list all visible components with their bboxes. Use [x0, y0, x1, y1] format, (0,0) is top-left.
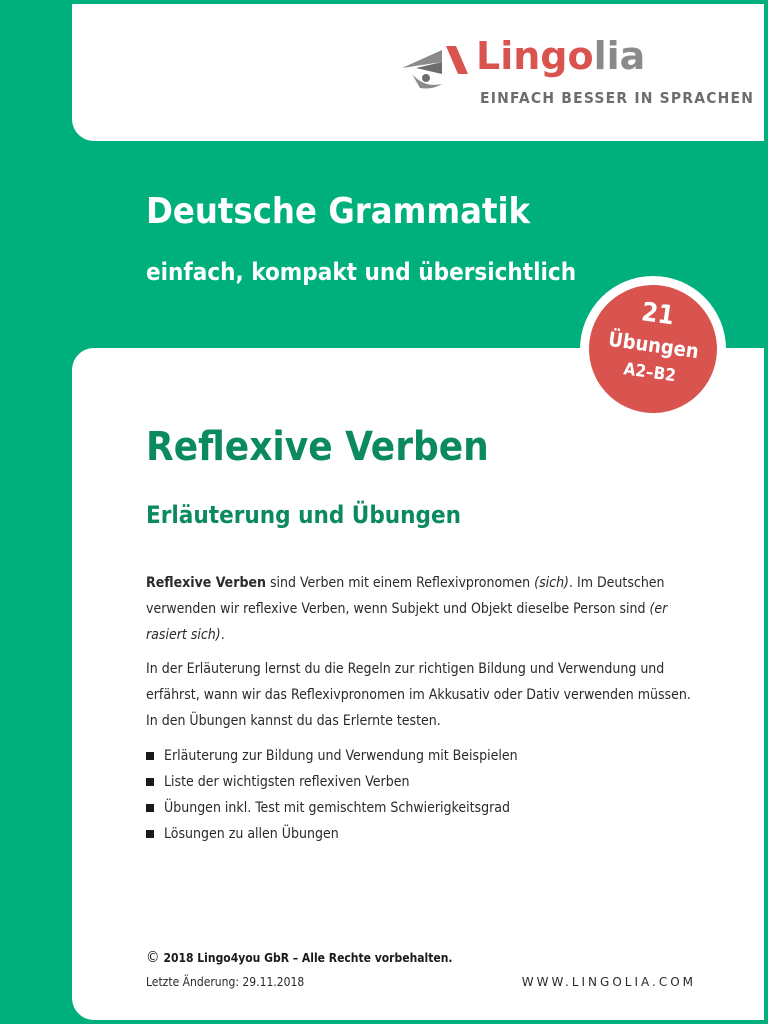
- list-item-text: Übungen inkl. Test mit gemischtem Schwierigkeitsgrad: [164, 800, 510, 816]
- badge-level: A2–B2: [622, 359, 677, 387]
- bullet-square-icon: [146, 778, 154, 786]
- intro-text-3: .: [220, 627, 225, 643]
- intro-italic-1: (sich): [534, 575, 569, 591]
- lingolia-logo[interactable]: [402, 34, 755, 110]
- list-item-text: Lösungen zu allen Übungen: [164, 826, 339, 842]
- bullet-square-icon: [146, 830, 154, 838]
- list-item-text: Liste der wichtigsten reflexiven Verben: [164, 774, 410, 790]
- logo-wordmark: Lingolia: [476, 34, 646, 78]
- badge-count: 21: [639, 297, 677, 332]
- intro-bold-term: Reflexive Verben: [146, 575, 266, 591]
- contents-list: [146, 743, 702, 847]
- list-item: [146, 769, 702, 795]
- series-subtitle: einfach, kompakt und übersichtlich: [146, 258, 577, 286]
- document-subtitle: Erläuterung und Übungen: [146, 501, 462, 529]
- badge-label: Übungen: [606, 326, 701, 364]
- document-title: Reflexive Verben: [146, 424, 489, 470]
- bullet-square-icon: [146, 804, 154, 812]
- copyright-text: 2018 Lingo4you GbR – Alle Rechte vorbehalten.: [163, 951, 453, 965]
- copyright-icon: ©: [146, 948, 160, 966]
- copyright-notice: [146, 948, 453, 966]
- last-updated: Letzte Änderung: 29.11.2018: [146, 975, 305, 989]
- intro-paragraph: [146, 570, 702, 648]
- intro-text-1: sind Verben mit einem Reflexivpronomen: [265, 575, 535, 591]
- list-item: [146, 795, 702, 821]
- lingolia-logo-mark-icon: [402, 44, 470, 94]
- website-link[interactable]: WWW.LINGOLIA.COM: [521, 975, 696, 989]
- logo-tagline: EINFACH BESSER IN SPRACHEN: [480, 89, 755, 107]
- series-title: Deutsche Grammatik: [146, 191, 531, 232]
- intro-italic-2: (er rasiert sich): [146, 601, 668, 643]
- list-item: [146, 743, 702, 769]
- list-item-text: Erläuterung zur Bildung und Verwendung mit Beispielen: [164, 748, 518, 764]
- intro-text-2: . Im Deutschen verwenden wir reflexive Verben, wenn Subjekt und Objekt dieselbe Person sind: [146, 575, 665, 617]
- bullet-square-icon: [146, 752, 154, 760]
- description-paragraph: In der Erläuterung lernst du die Regeln zur richtigen Bildung und Verwendung und erfährst, wann wir das Reflexivpronomen im Akkusativ oder Dativ verwenden müssen. In den Übungen kannst du das Erlernte testen.: [146, 661, 691, 729]
- list-item: [146, 821, 702, 847]
